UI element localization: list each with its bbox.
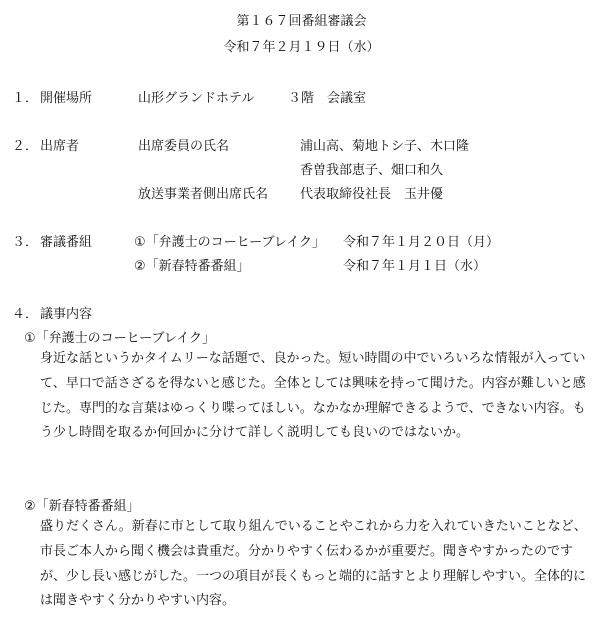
venue-number: １． (12, 91, 39, 106)
broadcaster-name: 代表取締役社長 玉井優 (300, 187, 444, 202)
programs-number: ３． (12, 235, 39, 250)
minutes-section-1-body: 身近な話というかタイムリーな話題で、良かった。短い時間の中でいろいろな情報が入っていて、早口で話さざるを得ないと感じた。全体としては興味を持って聞けた。内容が難しいと感じた。専門的な言葉はゆっくり喋ってほしい。なかなか理解できるようで、できない内容。もう少し時間を取るか何回かに分けて詳しく説明しても良いのではないか。 (40, 351, 586, 441)
members-names-line2: 香曽我部恵子、畑口和久 (300, 163, 444, 178)
minutes-number: ４． (12, 307, 39, 322)
minutes-section-2-body: 盛りだくさん。新春に市として取り組んでいることやこれから力を入れていきたいことなど、市長ご本人から聞く機会は貴重だ。分かりやすく伝わるかが重要だ。聞きやすかったのですが、少し長い感じがした。一つの項目が長くもっと端的に話すとより理解しやすい。全体的には聞きやすく分かりやすい内容。 (40, 519, 587, 609)
venue-place: 山形グランドホテル (138, 91, 255, 106)
programs-label: 審議番組 (40, 235, 93, 250)
program-date-2: 令和７年１月１日（水） (343, 259, 487, 274)
minutes-label: 議事内容 (40, 307, 93, 322)
meeting-date: 令和７年２月１９日（水） (223, 40, 380, 55)
attendees-label: 出席者 (40, 139, 80, 154)
program-title-1: ①「弁護士のコーヒーブレイク」 (134, 235, 326, 250)
program-title-2: ②「新春特番番組」 (134, 259, 250, 274)
minutes-section-1-heading: ①「弁護士のコーヒーブレイク」 (24, 331, 216, 346)
venue-room: ３階 会議室 (288, 91, 367, 106)
members-names-line1: 浦山高、菊地トシ子、木口隆 (300, 139, 470, 154)
document-title: 第１６７回番組審議会 (236, 14, 367, 29)
broadcaster-label: 放送事業者側出席氏名 (138, 187, 269, 202)
members-label: 出席委員の氏名 (138, 139, 230, 154)
program-date-1: 令和７年１月２０日（月） (343, 235, 500, 250)
minutes-section-2-heading: ②「新春特番番組」 (24, 499, 140, 514)
venue-label: 開催場所 (40, 91, 93, 106)
attendees-number: ２． (12, 139, 39, 154)
